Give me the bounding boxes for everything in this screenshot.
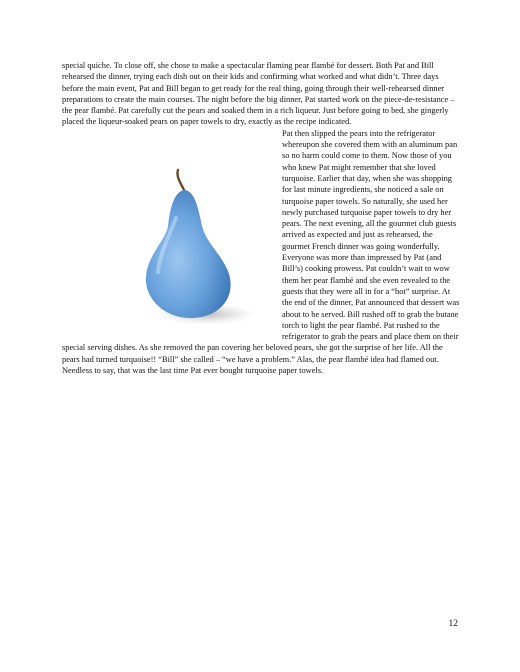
page-number: 12 [448,619,458,629]
turquoise-pear-image [118,168,278,328]
pear-stem [177,170,184,190]
pear-body [146,190,231,318]
paragraph-before-image: special quiche. To close off, she chose to make a spectacular flaming pear flambé for dessert. Both Pat and Bill rehearsed the dinner, trying each dish out on their kids and confirming what worked and what didn’t. Three days before the main event, Pat and Bill began to get ready for the real thing, going through their well-rehearsed dinner preparations to create the main courses. The night before the big dinner, Pat started work on the piece-de-resistance – the pear flambé. Pat carefully cut the pears and soaked them in a rich liqueur. Just before going to bed, she gingerly placed the liqueur-soaked pears on paper towels to dry, exactly as the recipe indicated. [62,61,455,127]
paragraph-beside-image: Pat then slipped the pears into the refrigerator whereupon she covered them with an aluminum pan so no harm could come to them. Now those of you who knew Pat might remember that she loved turquoise. Earlier that day, when she was shopping for last minute ingredients, she noticed a sale on turquoise paper towels. So naturally, she used her newly purchased turquoise paper towels to dry her pears. The next evening, all the gourmet club guests arrived as expected and just as rehearsed, the gourmet French dinner was going wonderfully. Everyone was more than impressed by Pat (and Bill’s) cooking prowess. Pat couldn’t wait to wow them her pear flambé and she even revealed to the guests that they were all in for a “hot” surprise. At the end of the dinner, Pat announced that dessert was about to be served. Bill rushed off to grab the butane torch to light the pear flambé. Pat rushed to the refrigerator to grab the pears and place them on their special serving dishes. As she removed the pan covering her beloved pears, she got the surprise of her life. All the pears had turned turquoise!! “Bill” she called – “we have a problem.” Alas, the pear flambé idea had flamed out. Needless to say, that was the last time Pat ever bought turquoise paper towels. [62,128,460,376]
